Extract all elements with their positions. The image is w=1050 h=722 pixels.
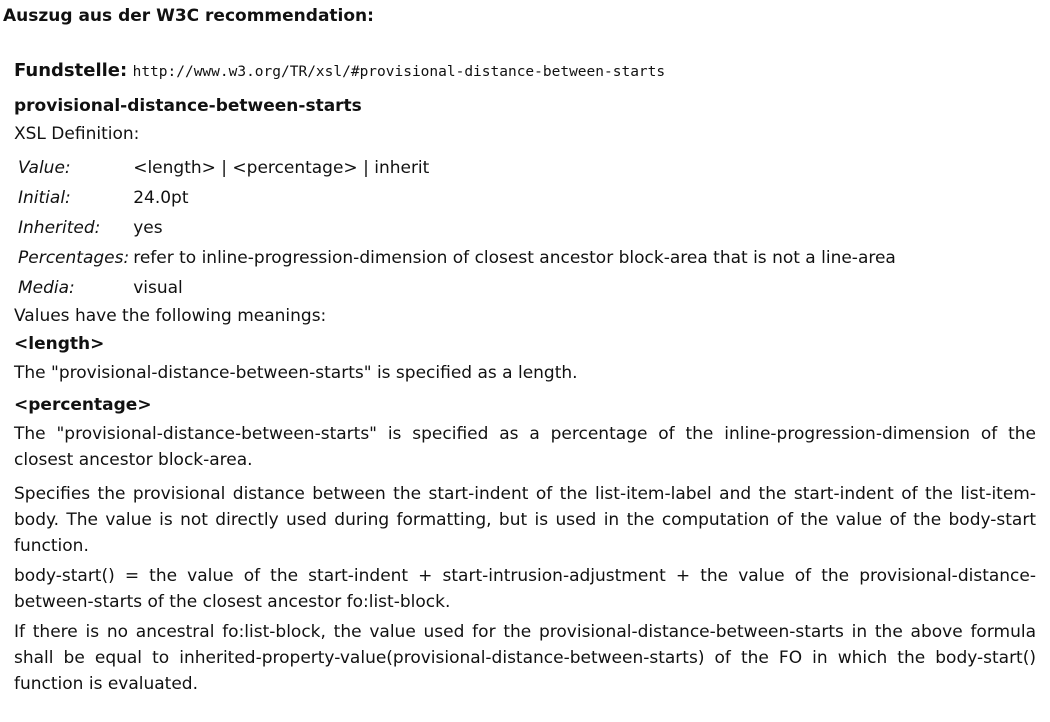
value-term-percentage: <percentage> <box>14 395 152 415</box>
value-description-percentage: The "provisional-distance-between-starts" is specified as a percentage of the inline-progression-dimension of the closest ancestor block-area. <box>14 424 1036 470</box>
definition-row <box>16 273 898 303</box>
definition-key: Initial: <box>18 188 71 208</box>
definition-value: <length> | <percentage> | inherit <box>133 158 430 178</box>
definition-row <box>16 183 898 213</box>
paragraph-specifies: Specifies the provisional distance between the start-indent of the list-item-label and the start-indent of the list-item-body. The value is not directly used during formatting, but is used in the computation of the value of the body-start function. <box>14 484 1036 556</box>
definition-row <box>16 243 898 273</box>
source-label: Fundstelle: <box>14 60 128 81</box>
value-description-length: The "provisional-distance-between-starts" is specified as a length. <box>14 363 578 383</box>
definition-value: refer to inline-progression-dimension of closest ancestor block-area that is not a line-area <box>133 248 896 268</box>
page-heading: Auszug aus der W3C recommendation: <box>3 6 374 26</box>
values-intro: Values have the following meanings: <box>14 306 327 326</box>
definition-key: Percentages: <box>18 248 130 268</box>
definition-label: XSL Definition: <box>14 124 140 144</box>
definition-value: 24.0pt <box>133 188 189 208</box>
paragraph-body-start: body-start() = the value of the start-indent + start-intrusion-adjustment + the value of the provisional-distance-between-starts of the closest ancestor fo:list-block. <box>14 566 1036 612</box>
definition-key: Media: <box>18 278 75 298</box>
definition-value: yes <box>133 218 163 238</box>
definition-table <box>16 153 898 303</box>
source-reference <box>14 58 1036 85</box>
value-term-length: <length> <box>14 334 105 354</box>
property-name: provisional-distance-between-starts <box>14 96 362 116</box>
definition-value: visual <box>133 278 183 298</box>
definition-row <box>16 153 898 183</box>
paragraph-ancestral: If there is no ancestral fo:list-block, the value used for the provisional-distance-between-starts in the above formula shall be equal to inherited-property-value(provisional-distance-between-starts) of the FO in which the body-start() function is evaluated. <box>14 622 1036 694</box>
definition-key: Inherited: <box>18 218 101 238</box>
document-body <box>14 58 1036 697</box>
definition-row <box>16 213 898 243</box>
definition-key: Value: <box>18 158 71 178</box>
source-url: http://www.w3.org/TR/xsl/#provisional-distance-between-starts <box>132 64 666 80</box>
